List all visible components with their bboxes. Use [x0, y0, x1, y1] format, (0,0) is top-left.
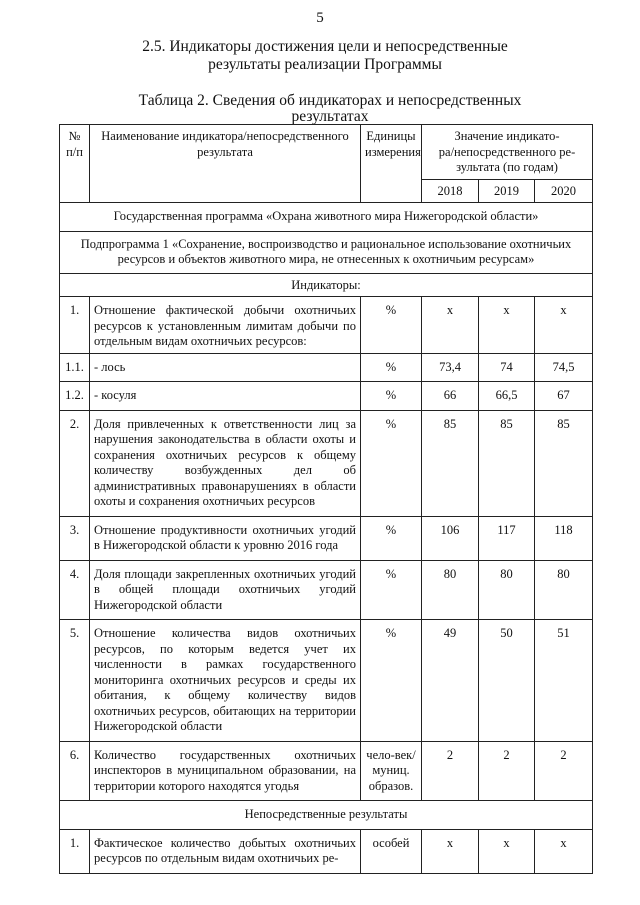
- row-num: 1.: [60, 829, 90, 873]
- row-unit: %: [361, 620, 422, 742]
- row-name: Доля привлеченных к ответственности лиц за нарушения законодательства в области охоты и сохранения охотничьих ресурсов к общему количеству возбужденных дел об административных правонарушениях в области охоты и сохранения охотничьих ресурсов: [90, 410, 361, 516]
- row-num: 2.: [60, 410, 90, 516]
- table-row: [60, 741, 593, 801]
- row-unit: %: [361, 410, 422, 516]
- row-value-2019: 80: [479, 560, 535, 620]
- table-row: [60, 353, 593, 382]
- header-units-line: измерения: [365, 144, 421, 159]
- table-caption: [110, 93, 550, 125]
- row-name: Доля площади закрепленных охотничьих угодий в общей площади охотничьих угодий Нижегородской области: [90, 560, 361, 620]
- row-num: 1.2.: [60, 382, 90, 411]
- row-value-2018: 66: [422, 382, 479, 411]
- row-name: Отношение продуктивности охотничьих угодий в Нижегородской области к уровню 2016 года: [90, 516, 361, 560]
- program-row: [60, 203, 593, 232]
- table-row: [60, 382, 593, 411]
- subprogram-row: [60, 231, 593, 273]
- row-unit: %: [361, 516, 422, 560]
- indicators-label: Индикаторы:: [60, 273, 593, 297]
- row-value-2020: 51: [535, 620, 593, 742]
- row-value-2020: х: [535, 829, 593, 873]
- row-value-2019: 74: [479, 353, 535, 382]
- header-num-line: №: [68, 129, 81, 143]
- section-title-line: 2.5. Индикаторы достижения цели и непосредственные: [142, 38, 508, 55]
- row-value-2018: 49: [422, 620, 479, 742]
- section-title-line: результаты реализации Программы: [208, 56, 442, 73]
- row-value-2018: х: [422, 297, 479, 354]
- row-value-2020: х: [535, 297, 593, 354]
- row-num: 1.1.: [60, 353, 90, 382]
- table-row: [60, 297, 593, 354]
- table-header-row: [60, 125, 593, 180]
- row-name: Отношение количества видов охотничьих ресурсов, по которым ведется учет их численности в рамках государственного мониторинга охотничьих ресурсов и среды их обитания, к общему количеству видов охотничьих ресурсов, обитающих на территории Нижегородской области: [90, 620, 361, 742]
- header-units: [361, 125, 422, 203]
- row-unit: %: [361, 353, 422, 382]
- row-value-2019: х: [479, 297, 535, 354]
- row-num: 3.: [60, 516, 90, 560]
- row-value-2018: 2: [422, 741, 479, 801]
- row-num: 4.: [60, 560, 90, 620]
- table-row: [60, 620, 593, 742]
- header-units-line: Единицы: [366, 129, 416, 143]
- header-name: Наименование индикатора/непосредственного результата: [90, 125, 361, 203]
- row-value-2018: 85: [422, 410, 479, 516]
- row-num: 1.: [60, 297, 90, 354]
- table-row: [60, 516, 593, 560]
- subprogram-title-line: ресурсов и объектов животного мира, не отнесенных к охотничьим ресурсам»: [117, 252, 535, 266]
- row-unit: %: [361, 382, 422, 411]
- indicators-label-row: [60, 273, 593, 297]
- page-number: 5: [316, 10, 324, 26]
- row-value-2020: 85: [535, 410, 593, 516]
- row-unit: %: [361, 297, 422, 354]
- row-value-2020: 74,5: [535, 353, 593, 382]
- row-num: 6.: [60, 741, 90, 801]
- row-value-2018: 106: [422, 516, 479, 560]
- row-value-2018: 73,4: [422, 353, 479, 382]
- indicators-table: [59, 124, 593, 874]
- section-title: [100, 38, 550, 74]
- subprogram-title: [60, 231, 593, 273]
- row-value-2019: 85: [479, 410, 535, 516]
- row-name: Количество государственных охотничьих инспекторов в муниципальном образовании, на территории которого находятся угодья: [90, 741, 361, 801]
- row-value-2019: 2: [479, 741, 535, 801]
- header-year: 2018: [422, 179, 479, 203]
- row-value-2019: 66,5: [479, 382, 535, 411]
- table-caption-line: результатах: [291, 108, 369, 125]
- row-name: Отношение фактической добычи охотничьих ресурсов к установленным лимитам добычи по отдельным видам охотничьих ресурсов:: [90, 297, 361, 354]
- results-label-row: [60, 801, 593, 830]
- row-value-2019: 50: [479, 620, 535, 742]
- table-row: [60, 560, 593, 620]
- header-value-line: Значение индикато-: [454, 129, 560, 143]
- row-value-2018: х: [422, 829, 479, 873]
- row-value-2020: 67: [535, 382, 593, 411]
- results-label: Непосредственные результаты: [60, 801, 593, 830]
- row-name: - лось: [90, 353, 361, 382]
- table-caption-line: Таблица 2. Сведения об индикаторах и непосредственных: [138, 92, 522, 109]
- header-year: 2019: [479, 179, 535, 203]
- row-value-2019: х: [479, 829, 535, 873]
- header-num-line: п/п: [66, 144, 83, 159]
- row-name: - косуля: [90, 382, 361, 411]
- header-value-line: ра/непосредственного ре-: [438, 144, 576, 159]
- row-unit: %: [361, 560, 422, 620]
- program-title: Государственная программа «Охрана животного мира Нижегородской области»: [60, 203, 593, 232]
- row-value-2020: 118: [535, 516, 593, 560]
- row-value-2020: 2: [535, 741, 593, 801]
- row-name: Фактическое количество добытых охотничьих ресурсов по отдельным видам охотничьих ре-: [90, 829, 361, 873]
- row-value-2019: 117: [479, 516, 535, 560]
- row-num: 5.: [60, 620, 90, 742]
- header-value: [422, 125, 593, 180]
- table-row: [60, 829, 593, 873]
- row-value-2018: 80: [422, 560, 479, 620]
- header-value-line: зультата (по годам): [456, 160, 558, 174]
- header-year: 2020: [535, 179, 593, 203]
- row-unit: чело-век/муниц. образов.: [361, 741, 422, 801]
- row-unit: особей: [361, 829, 422, 873]
- subprogram-title-line: Подпрограмма 1 «Сохранение, воспроизводство и рациональное использование охотничьих: [80, 236, 572, 251]
- row-value-2020: 80: [535, 560, 593, 620]
- header-num: [60, 125, 90, 203]
- table-row: [60, 410, 593, 516]
